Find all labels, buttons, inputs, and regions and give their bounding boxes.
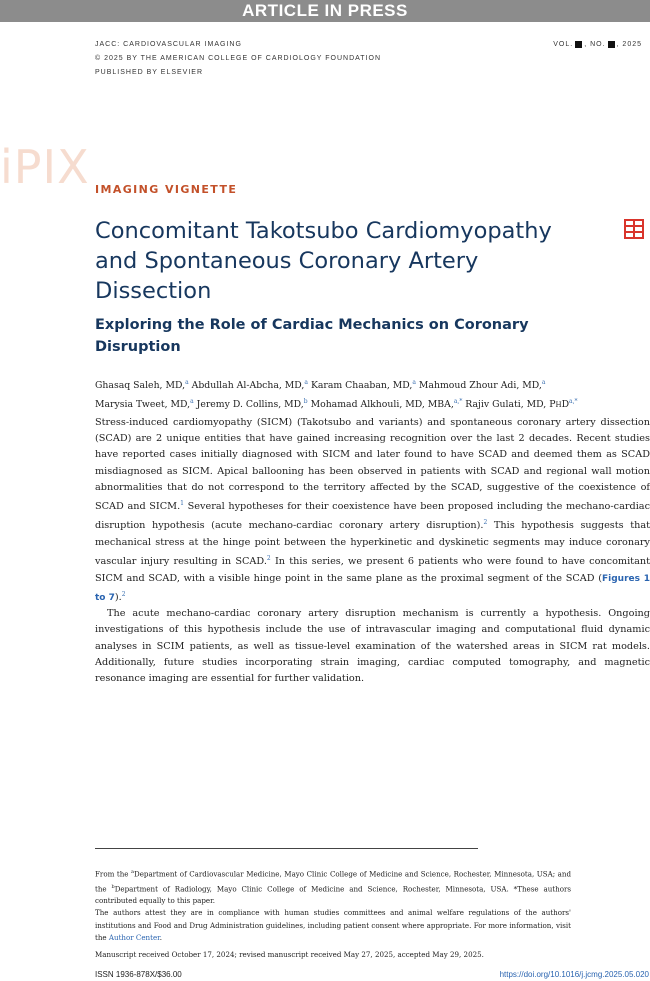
article-in-press-banner: ARTICLE IN PRESS	[0, 0, 650, 22]
copyright-line: © 2025 BY THE AMERICAN COLLEGE OF CARDIOLOGY FOUNDATION	[95, 55, 382, 62]
publisher-line: PUBLISHED BY ELSEVIER	[95, 69, 204, 76]
doi-link[interactable]: https://doi.org/10.1016/j.jcmg.2025.05.020	[499, 970, 649, 979]
journal-name: JACC: CARDIOVASCULAR IMAGING	[95, 41, 242, 48]
year-label: , 2025	[616, 41, 642, 48]
volume-label: VOL.	[553, 41, 574, 48]
author-name[interactable]: Marysia Tweet, MD,	[95, 399, 191, 411]
author-name[interactable]: Abdullah Al-Abcha, MD,	[191, 380, 305, 392]
affiliation-sup[interactable]: a	[190, 398, 194, 406]
affiliation-sup[interactable]: b	[303, 398, 308, 406]
reference-link[interactable]: 1	[180, 500, 184, 508]
received-note: Manuscript received October 17, 2024; revised manuscript received May 27, 2025, accepted May 29, 2025.	[95, 949, 484, 959]
author-name[interactable]: Rajiv Gulati, MD, PHD	[465, 399, 570, 411]
author-name[interactable]: Karam Chaaban, MD,	[310, 380, 413, 392]
volume-issue	[553, 41, 642, 48]
issue-placeholder	[608, 41, 615, 48]
ipix-watermark: iPIX	[0, 140, 90, 194]
figures-link[interactable]: Figures 1 to 7	[95, 573, 650, 603]
article-title: Concomitant Takotsubo Cardiomyopathy and Spontaneous Coronary Artery Dissection	[95, 218, 552, 304]
footnote-divider	[95, 848, 478, 849]
author-name[interactable]: Jeremy D. Collins, MD,	[196, 399, 304, 411]
affiliation-note: From the $^a$Department of Cardiovascular Medicine, Mayo Clinic College of Medicine and Science, Rochester, Minnesota, USA; and the $^b$Department of Radiology, Mayo Clinic College of Medicine and Science, Rochester, Minnesota, USA. *These authors contributed equally to this paper.	[95, 869, 571, 906]
body-paragraph: The acute mechano-cardiac coronary artery disruption mechanism is currently a hypothesis. Ongoing investigations of this hypothesis include the use of intravascular imaging and computational fluid dynamic analyses in SCIM patients, as well as tissue-level examination of the watershed areas in SICM rat models. Additionally, future studies incorporating strain imaging, cardiac computed tomography, and magnetic resonance imaging are essential for further validation.	[95, 608, 650, 684]
reference-link[interactable]: 2	[121, 590, 126, 598]
section-label: IMAGING VIGNETTE	[95, 183, 238, 196]
affiliation-sup[interactable]: a	[541, 379, 546, 386]
issn-line: ISSN 1936-878X/$36.00	[95, 970, 182, 979]
affiliation-sup[interactable]: a	[185, 379, 189, 386]
volume-placeholder	[575, 41, 582, 48]
author-name[interactable]: Mohamad Alkhouli, MD, MBA,	[310, 399, 454, 411]
ethics-note: The authors attest they are in compliance with human studies committees and animal welfare regulations of the authors' institutions and Food and Drug Administration guidelines, including patient consent where appropriate. For more information, visit the Author Center.	[95, 908, 571, 942]
author-list	[95, 375, 635, 413]
affiliation-sup[interactable]: a,*	[569, 398, 578, 406]
issue-label: , NO.	[584, 41, 606, 48]
article-subtitle: Exploring the Role of Cardiac Mechanics on Coronary Disruption	[95, 317, 529, 355]
body-paragraph: Stress-induced cardiomyopathy (SICM) (Takotsubo and variants) and spontaneous coronary artery dissection (SCAD) are 2 unique entities that have gained increasing recognition over the last 2 decades. Recent studies have reported cases initially diagnosed with SICM and later found to have SCAD and deemed them as SCAD misdiagnosed as SICM. Apical ballooning has been observed in patients with SCAD and regional wall motion abnormalities that do not correspond to the territory affected by the SCAD, suggestive of the coexistence of SCAD and SICM.$^1$ Several hypotheses for their coexistence have been proposed including the mechano-cardiac disruption hypothesis (acute mechano-cardiac coronary artery disruption).$^2$ This hypothesis suggests that mechanical stress at the hinge point between the hyperkinetic and dyskinetic segments may induce coronary vascular injury resulting in SCAD.$^2$ In this series, we present 6 patients who were found to have concomitant SICM and SCAD, with a visible hinge point in the same plane as the proximal segment of the SCAD (Figures 1 to 7).$^2$	[95, 417, 650, 603]
affiliation-sup[interactable]: a	[412, 379, 416, 386]
reference-link[interactable]: 2	[483, 519, 488, 527]
author-center-link[interactable]: Author Center	[108, 932, 160, 942]
crossmark-icon[interactable]	[624, 219, 644, 239]
author-name[interactable]: Ghasaq Saleh, MD,	[95, 380, 186, 392]
footnotes	[95, 866, 571, 961]
author-name[interactable]: Mahmoud Zhour Adi, MD,	[418, 380, 542, 392]
affiliation-sup[interactable]: a	[304, 379, 308, 386]
affiliation-sup[interactable]: a,*	[453, 398, 463, 406]
reference-link[interactable]: 2	[266, 555, 271, 563]
article-body	[95, 415, 650, 687]
